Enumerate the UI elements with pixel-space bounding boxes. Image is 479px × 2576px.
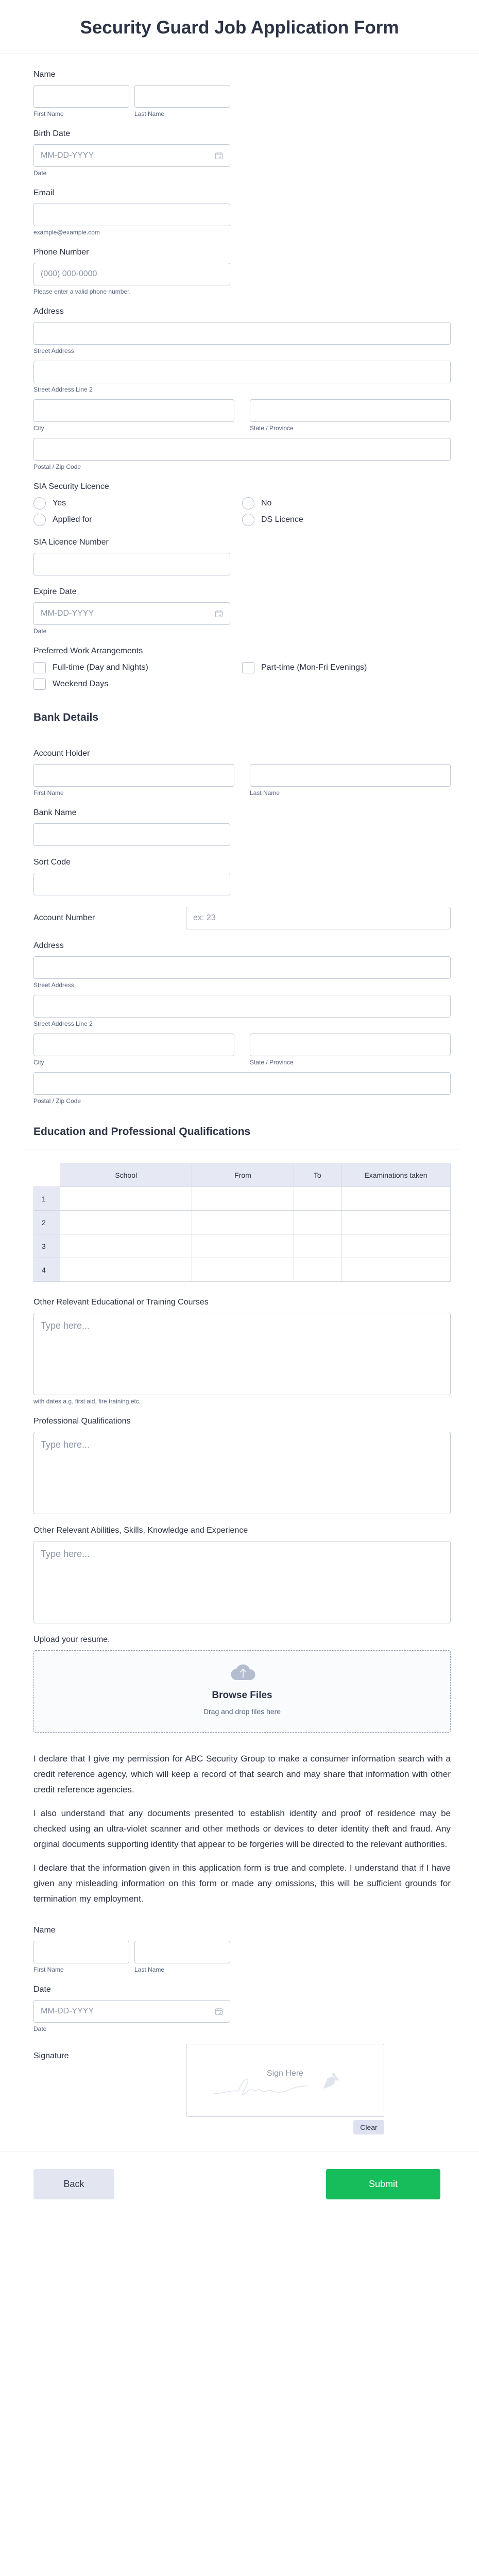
- last-name-sublabel: Last Name: [134, 110, 165, 117]
- expire-date-label: Expire Date: [33, 587, 77, 596]
- phone-placeholder: (000) 000-0000: [41, 269, 97, 278]
- row-number: 3: [34, 1234, 60, 1258]
- holder-last-sublabel: Last Name: [250, 789, 280, 796]
- bank-name-field: [33, 808, 451, 846]
- signature-label: Signature: [33, 2052, 69, 2060]
- bank-city-input[interactable]: [33, 1033, 234, 1056]
- bank-postal-sublabel: Postal / Zip Code: [33, 1097, 81, 1105]
- table-cell[interactable]: [341, 1234, 451, 1258]
- date-placeholder: MM-DD-YYYY: [41, 609, 94, 618]
- radio-yes-label: Yes: [53, 499, 66, 507]
- birth-date-sublabel: Date: [33, 170, 47, 177]
- table-cell[interactable]: [341, 1211, 451, 1234]
- state-input[interactable]: [250, 399, 451, 422]
- sign-last-name-input[interactable]: [134, 1941, 230, 1963]
- postal-input[interactable]: [33, 438, 451, 461]
- street-sublabel: Street Address: [33, 347, 74, 354]
- expire-date-sublabel: Date: [33, 628, 47, 635]
- email-sublabel: example@example.com: [33, 229, 100, 236]
- account-number-field: [33, 907, 451, 929]
- abilities-textarea[interactable]: Type here...: [33, 1541, 451, 1623]
- signature-pad[interactable]: [186, 2044, 384, 2117]
- sign-first-sublabel: First Name: [33, 1966, 64, 1973]
- email-field: [33, 188, 451, 236]
- radio-ds-licence[interactable]: [242, 514, 254, 526]
- declarations: [33, 1751, 451, 1907]
- file-dropzone[interactable]: [33, 1650, 451, 1733]
- table-cell[interactable]: [192, 1258, 294, 1282]
- table-cell[interactable]: [192, 1187, 294, 1211]
- sign-date-field: [33, 1985, 451, 2032]
- account-number-input[interactable]: [186, 907, 451, 929]
- sia-number-label: SIA Licence Number: [33, 538, 109, 547]
- date-placeholder: MM-DD-YYYY: [41, 151, 94, 160]
- state-sublabel: State / Province: [250, 425, 294, 432]
- table-cell[interactable]: [60, 1258, 192, 1282]
- table-cell[interactable]: [341, 1258, 451, 1282]
- calendar-icon[interactable]: [215, 2007, 223, 2015]
- address-label: Address: [33, 307, 64, 316]
- last-name-input[interactable]: [134, 85, 230, 108]
- table-cell[interactable]: [60, 1187, 192, 1211]
- radio-applied-for-label: Applied for: [53, 515, 92, 524]
- name-label: Name: [33, 70, 56, 79]
- postal-sublabel: Postal / Zip Code: [33, 463, 81, 470]
- sia-number-input[interactable]: [33, 553, 230, 575]
- sign-last-sublabel: Last Name: [134, 1966, 165, 1973]
- work-arrangements-label: Preferred Work Arrangements: [33, 647, 143, 655]
- table-header-row: [34, 1163, 451, 1187]
- sign-date-label: Date: [33, 1985, 51, 1994]
- declaration-paragraph-1: I declare that I give my permission for ABC Security Group to make a consumer information search with a credit reference agency, which will keep a record of that search and may share that information with other credit reference agencies.: [33, 1754, 451, 1794]
- radio-yes[interactable]: [33, 497, 46, 510]
- bank-state-sublabel: State / Province: [250, 1059, 294, 1066]
- city-input[interactable]: [33, 399, 234, 422]
- table-cell[interactable]: [60, 1211, 192, 1234]
- row-number: 2: [34, 1211, 60, 1234]
- courses-label: Other Relevant Educational or Training Courses: [33, 1298, 209, 1307]
- sign-first-name-input[interactable]: [33, 1941, 129, 1963]
- table-cell[interactable]: [192, 1211, 294, 1234]
- browse-files-text: Browse Files: [212, 1690, 272, 1701]
- form-footer: [0, 2151, 479, 2218]
- sign-here-text: Sign Here: [266, 2069, 304, 2078]
- street-input[interactable]: [33, 322, 451, 345]
- phone-label: Phone Number: [33, 248, 89, 257]
- column-to: To: [294, 1163, 341, 1187]
- first-name-sublabel: First Name: [33, 110, 64, 117]
- birth-date-input[interactable]: [33, 144, 230, 167]
- street2-sublabel: Street Address Line 2: [33, 386, 93, 393]
- birth-date-field: [33, 129, 451, 177]
- table-row: [34, 1187, 451, 1211]
- declaration-paragraph-2: I also understand that any documents presented to establish identity and proof of residence may be checked using an ultra-violet scanner and other methods or devices to deter identity theft and fraud. Any orginal documents supporting identity that appear to be forgeries will be directed to the relevant authorities.: [33, 1808, 451, 1849]
- abilities-label: Other Relevant Abilities, Skills, Knowledge and Experience: [33, 1526, 248, 1535]
- form-body: [0, 54, 479, 2151]
- sign-date-sublabel: Date: [33, 2025, 47, 2032]
- sia-number-field: [33, 537, 451, 575]
- email-input[interactable]: [33, 204, 230, 226]
- email-label: Email: [33, 189, 55, 197]
- table-cell[interactable]: [192, 1234, 294, 1258]
- form-title: Security Guard Job Application Form: [80, 18, 399, 38]
- birth-date-label: Birth Date: [33, 129, 71, 138]
- bank-details-header: Bank Details: [24, 702, 460, 735]
- holder-first-name-input[interactable]: [33, 764, 234, 787]
- bank-name-label: Bank Name: [33, 808, 77, 817]
- clear-signature-button[interactable]: Clear: [353, 2120, 384, 2134]
- checkbox-part-time[interactable]: [242, 662, 254, 673]
- radio-applied-for[interactable]: [33, 514, 46, 526]
- bank-address-label: Address: [33, 941, 64, 950]
- courses-field: [33, 1297, 451, 1405]
- sign-date-input[interactable]: [33, 2000, 230, 2023]
- calendar-icon[interactable]: [215, 151, 223, 160]
- table-cell[interactable]: [60, 1234, 192, 1258]
- education-table: [33, 1163, 451, 1282]
- declaration-paragraph-3: I declare that the information given in this application form is true and complete. I understand that if I have given any misleading information on this form or made any omissions, this will be sufficient grounds for termination my employment.: [33, 1863, 451, 1904]
- phone-field: [33, 247, 451, 295]
- table-corner: [34, 1163, 60, 1187]
- holder-first-sublabel: First Name: [33, 789, 64, 796]
- holder-last-name-input[interactable]: [250, 764, 451, 787]
- abilities-field: [33, 1526, 451, 1623]
- bank-address-field: [33, 941, 451, 1105]
- sia-licence-label: SIA Security Licence: [33, 482, 109, 491]
- bank-street-sublabel: Street Address: [33, 981, 74, 989]
- first-name-input[interactable]: [33, 85, 129, 108]
- cloud-upload-icon: [231, 1663, 255, 1681]
- calendar-icon[interactable]: [215, 609, 223, 618]
- phone-input[interactable]: [33, 263, 230, 285]
- radio-no[interactable]: [242, 497, 254, 510]
- bank-postal-input[interactable]: [33, 1072, 451, 1095]
- radio-no-label: No: [261, 499, 272, 507]
- row-number: 1: [34, 1187, 60, 1211]
- checkbox-full-time-label: Full-time (Day and Nights): [53, 663, 148, 672]
- table-row: [34, 1211, 451, 1234]
- date-placeholder: MM-DD-YYYY: [41, 2007, 94, 2015]
- upload-field: [33, 1635, 451, 1733]
- column-from: From: [192, 1163, 294, 1187]
- column-school: School: [60, 1163, 192, 1187]
- sort-code-field: [33, 857, 451, 895]
- drag-drop-text: Drag and drop files here: [203, 1707, 281, 1716]
- column-examinations: Examinations taken: [341, 1163, 451, 1187]
- address-field: [33, 307, 451, 470]
- table-cell[interactable]: [341, 1187, 451, 1211]
- signature-field: [33, 2044, 451, 2134]
- bank-name-input[interactable]: [33, 823, 230, 846]
- account-holder-field: [33, 749, 451, 796]
- table-cell[interactable]: [294, 1258, 341, 1282]
- name-field: [33, 70, 451, 117]
- sign-name-field: [33, 1925, 451, 1973]
- account-holder-label: Account Holder: [33, 749, 90, 758]
- row-number: 4: [34, 1258, 60, 1282]
- bank-street2-input[interactable]: [33, 995, 451, 1018]
- city-sublabel: City: [33, 425, 44, 432]
- education-header: Education and Professional Qualifications: [24, 1116, 460, 1149]
- sort-code-label: Sort Code: [33, 858, 71, 867]
- bank-street2-sublabel: Street Address Line 2: [33, 1020, 93, 1027]
- street2-input[interactable]: [33, 361, 451, 383]
- checkbox-part-time-label: Part-time (Mon-Fri Evenings): [261, 663, 367, 672]
- account-number-label: Account Number: [33, 913, 95, 922]
- work-arrangements-field: [33, 646, 451, 690]
- table-cell[interactable]: [294, 1234, 341, 1258]
- table-cell[interactable]: [294, 1211, 341, 1234]
- back-button[interactable]: Back: [33, 2169, 114, 2199]
- professional-qualifications-field: [33, 1416, 451, 1514]
- form-header: [0, 0, 479, 54]
- expire-date-field: [33, 587, 451, 635]
- table-row: [34, 1258, 451, 1282]
- radio-ds-licence-label: DS Licence: [261, 515, 303, 524]
- account-number-placeholder: ex: 23: [193, 913, 216, 922]
- table-cell[interactable]: [294, 1187, 341, 1211]
- courses-textarea[interactable]: Type here...: [33, 1313, 451, 1395]
- professional-qualifications-label: Professional Qualifications: [33, 1417, 131, 1426]
- expire-date-input[interactable]: [33, 602, 230, 625]
- sia-licence-field: [33, 482, 451, 526]
- upload-label: Upload your resume.: [33, 1635, 110, 1644]
- sort-code-input[interactable]: [33, 873, 230, 895]
- checkbox-full-time[interactable]: [33, 662, 46, 673]
- bank-state-input[interactable]: [250, 1033, 451, 1056]
- table-row: [34, 1234, 451, 1258]
- phone-sublabel: Please enter a valid phone number.: [33, 288, 131, 295]
- courses-sublabel: with dates a.g. first aid, fire training etc.: [33, 1398, 141, 1405]
- sign-name-label: Name: [33, 1926, 56, 1935]
- bank-street-input[interactable]: [33, 956, 451, 979]
- professional-qualifications-textarea[interactable]: Type here...: [33, 1432, 451, 1514]
- checkbox-weekend[interactable]: [33, 679, 46, 690]
- checkbox-weekend-label: Weekend Days: [53, 680, 109, 688]
- submit-button[interactable]: Submit: [326, 2169, 440, 2199]
- bank-city-sublabel: City: [33, 1059, 44, 1066]
- signature-pen-icon: [211, 2067, 355, 2098]
